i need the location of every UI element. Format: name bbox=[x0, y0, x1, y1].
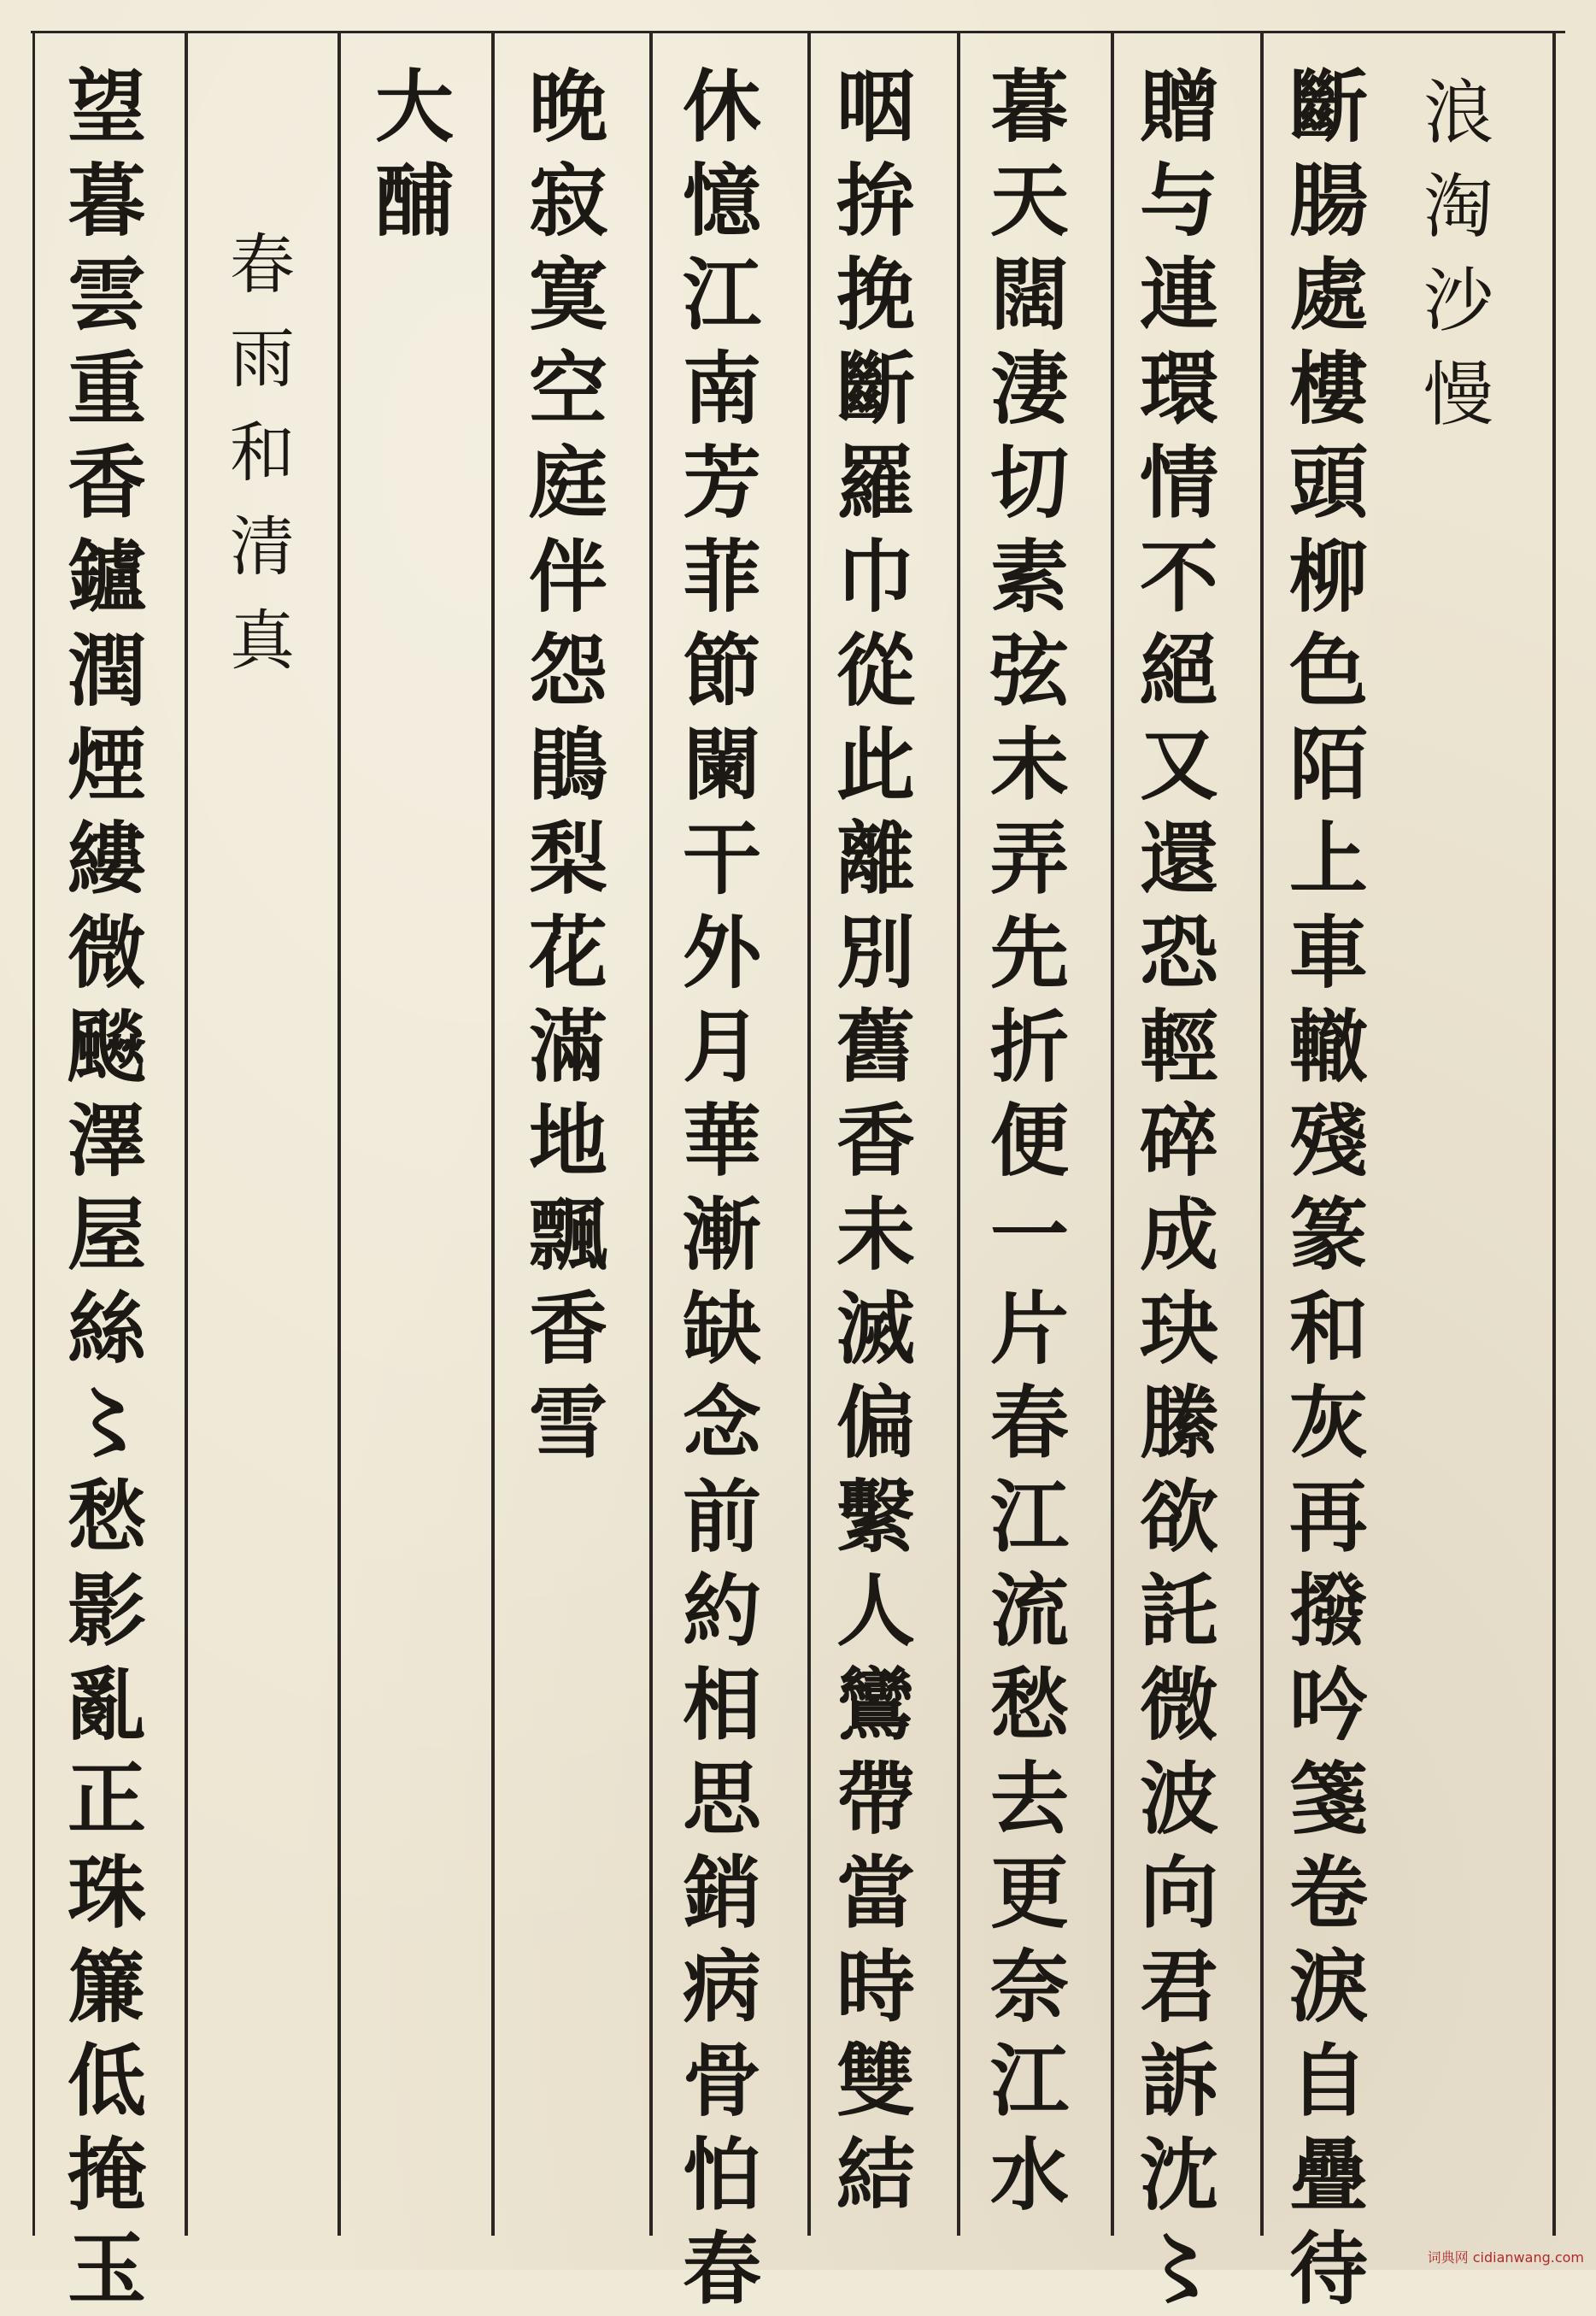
glyph: 低 bbox=[67, 2035, 146, 2127]
glyph: 殘 bbox=[1288, 1095, 1368, 1187]
glyph: 託 bbox=[1139, 1565, 1218, 1657]
glyph: 澤 bbox=[67, 1095, 146, 1187]
glyph: 流 bbox=[989, 1565, 1069, 1657]
glyph: 香 bbox=[67, 437, 146, 529]
glyph: 骨 bbox=[682, 2035, 761, 2127]
glyph: 微 bbox=[1139, 1659, 1218, 1751]
glyph: 未 bbox=[989, 719, 1069, 811]
glyph: 暮 bbox=[989, 61, 1069, 153]
glyph: 處 bbox=[1288, 249, 1368, 341]
glyph: 雙 bbox=[836, 2035, 915, 2127]
text-column bbox=[675, 60, 769, 2316]
glyph: 去 bbox=[989, 1753, 1069, 1845]
glyph: 轍 bbox=[1288, 1001, 1368, 1093]
glyph: 菲 bbox=[682, 531, 761, 623]
glyph: 相 bbox=[682, 1659, 761, 1751]
glyph: 珠 bbox=[67, 1847, 146, 1939]
glyph: 暮 bbox=[67, 155, 146, 247]
glyph: 香 bbox=[528, 1283, 607, 1375]
glyph: 向 bbox=[1139, 1847, 1218, 1939]
glyph: 離 bbox=[836, 813, 915, 905]
glyph: 弦 bbox=[989, 625, 1069, 717]
glyph: 腸 bbox=[1288, 155, 1368, 247]
glyph: 淒 bbox=[989, 343, 1069, 435]
glyph: 一 bbox=[989, 1189, 1069, 1281]
glyph: 重 bbox=[67, 343, 146, 435]
glyph: 玉 bbox=[67, 2223, 146, 2315]
glyph: 〻 bbox=[1139, 2223, 1218, 2315]
glyph: 待 bbox=[1288, 2223, 1368, 2315]
glyph: 和 bbox=[230, 414, 295, 491]
glyph: 空 bbox=[528, 343, 607, 435]
glyph: 又 bbox=[1139, 719, 1218, 811]
glyph: 波 bbox=[1139, 1753, 1218, 1845]
glyph: 吟 bbox=[1288, 1659, 1368, 1751]
glyph: 飈 bbox=[67, 1001, 146, 1093]
glyph: 色 bbox=[1288, 625, 1368, 717]
glyph: 欲 bbox=[1139, 1471, 1218, 1563]
glyph: 車 bbox=[1288, 907, 1368, 999]
glyph: 羅 bbox=[836, 437, 915, 529]
glyph: 淘 bbox=[1423, 167, 1493, 248]
glyph: 寂 bbox=[528, 155, 607, 247]
glyph: 憶 bbox=[682, 155, 761, 247]
glyph: 望 bbox=[67, 61, 146, 153]
glyph: 鑪 bbox=[67, 531, 146, 623]
glyph: 時 bbox=[836, 1941, 915, 2033]
glyph: 不 bbox=[1139, 531, 1218, 623]
glyph: 偏 bbox=[836, 1377, 915, 1469]
glyph: 再 bbox=[1288, 1471, 1368, 1563]
glyph: 鵑 bbox=[528, 719, 607, 811]
glyph: 輕 bbox=[1139, 1001, 1218, 1093]
glyph: 南 bbox=[682, 343, 761, 435]
glyph: 淚 bbox=[1288, 1941, 1368, 2033]
glyph: 未 bbox=[836, 1189, 915, 1281]
column-rule bbox=[185, 31, 188, 2236]
glyph: 疊 bbox=[1288, 2129, 1368, 2221]
glyph: 芳 bbox=[682, 437, 761, 529]
glyph: 約 bbox=[682, 1565, 761, 1657]
glyph: 念 bbox=[682, 1377, 761, 1469]
glyph: 愁 bbox=[67, 1471, 146, 1563]
text-column bbox=[60, 60, 154, 2316]
glyph: 情 bbox=[1139, 437, 1218, 529]
glyph: 伴 bbox=[528, 531, 607, 623]
glyph: 亂 bbox=[67, 1659, 146, 1751]
glyph: 柳 bbox=[1288, 531, 1368, 623]
glyph: 外 bbox=[682, 907, 761, 999]
glyph: 縷 bbox=[67, 813, 146, 905]
glyph: 別 bbox=[836, 907, 915, 999]
glyph: 篆 bbox=[1288, 1189, 1368, 1281]
glyph: 華 bbox=[682, 1095, 761, 1187]
glyph: 〻 bbox=[67, 1377, 146, 1469]
glyph: 雪 bbox=[528, 1377, 607, 1469]
glyph: 折 bbox=[989, 1001, 1069, 1093]
glyph: 絲 bbox=[67, 1283, 146, 1375]
glyph: 怨 bbox=[528, 625, 607, 717]
glyph: 干 bbox=[682, 813, 761, 905]
glyph: 寞 bbox=[528, 249, 607, 341]
glyph: 庭 bbox=[528, 437, 607, 529]
glyph: 沈 bbox=[1139, 2129, 1218, 2221]
column-rule bbox=[649, 31, 653, 2236]
glyph: 沙 bbox=[1423, 261, 1493, 342]
glyph: 撥 bbox=[1288, 1565, 1368, 1657]
glyph: 滿 bbox=[528, 1001, 607, 1093]
glyph: 大 bbox=[374, 61, 454, 153]
glyph: 節 bbox=[682, 625, 761, 717]
glyph: 玦 bbox=[1139, 1283, 1218, 1375]
glyph: 咽 bbox=[836, 61, 915, 153]
glyph: 煙 bbox=[67, 719, 146, 811]
frame-left-border bbox=[32, 31, 35, 2236]
glyph: 真 bbox=[230, 603, 295, 679]
column-rule bbox=[807, 31, 811, 2236]
glyph: 慢 bbox=[1423, 355, 1493, 436]
glyph: 月 bbox=[682, 1001, 761, 1093]
glyph: 更 bbox=[989, 1847, 1069, 1939]
glyph: 結 bbox=[836, 2129, 915, 2221]
glyph: 樓 bbox=[1288, 343, 1368, 435]
glyph: 連 bbox=[1139, 249, 1218, 341]
glyph: 頭 bbox=[1288, 437, 1368, 529]
glyph: 從 bbox=[836, 625, 915, 717]
glyph: 先 bbox=[989, 907, 1069, 999]
glyph: 愁 bbox=[989, 1659, 1069, 1751]
glyph: 奈 bbox=[989, 1941, 1069, 2033]
glyph: 便 bbox=[989, 1095, 1069, 1187]
text-column bbox=[983, 60, 1077, 2222]
glyph: 春 bbox=[682, 2223, 761, 2315]
glyph: 斷 bbox=[1288, 61, 1368, 153]
glyph: 酺 bbox=[374, 155, 454, 247]
glyph: 訴 bbox=[1139, 2035, 1218, 2127]
glyph: 滅 bbox=[836, 1283, 915, 1375]
glyph: 影 bbox=[67, 1565, 146, 1657]
glyph: 江 bbox=[682, 249, 761, 341]
glyph: 成 bbox=[1139, 1189, 1218, 1281]
glyph: 上 bbox=[1288, 813, 1368, 905]
glyph: 春 bbox=[230, 226, 295, 303]
glyph: 還 bbox=[1139, 813, 1218, 905]
glyph: 屋 bbox=[67, 1189, 146, 1281]
glyph: 水 bbox=[989, 2129, 1069, 2221]
glyph: 此 bbox=[836, 719, 915, 811]
glyph: 晚 bbox=[528, 61, 607, 153]
site-watermark: 词典网 cidianwang.com bbox=[1427, 2249, 1584, 2266]
glyph: 地 bbox=[528, 1095, 607, 1187]
column-rule bbox=[957, 31, 960, 2236]
glyph: 闌 bbox=[682, 719, 761, 811]
glyph: 微 bbox=[67, 907, 146, 999]
glyph: 簾 bbox=[67, 1941, 146, 2033]
glyph: 贈 bbox=[1139, 61, 1218, 153]
glyph: 掩 bbox=[67, 2129, 146, 2221]
glyph: 江 bbox=[989, 2035, 1069, 2127]
glyph: 与 bbox=[1139, 155, 1218, 247]
glyph: 梨 bbox=[528, 813, 607, 905]
glyph: 潤 bbox=[67, 625, 146, 717]
glyph: 缺 bbox=[682, 1283, 761, 1375]
frame-right-border bbox=[1552, 31, 1556, 2236]
glyph: 正 bbox=[67, 1753, 146, 1845]
glyph: 素 bbox=[989, 531, 1069, 623]
glyph: 巾 bbox=[836, 531, 915, 623]
text-column bbox=[829, 60, 923, 2222]
glyph: 休 bbox=[682, 61, 761, 153]
glyph: 清 bbox=[230, 508, 295, 585]
glyph: 花 bbox=[528, 907, 607, 999]
glyph: 漸 bbox=[682, 1189, 761, 1281]
glyph: 當 bbox=[836, 1847, 915, 1939]
glyph: 舊 bbox=[836, 1001, 915, 1093]
glyph: 雨 bbox=[230, 320, 295, 397]
column-rule bbox=[491, 31, 495, 2236]
text-column bbox=[1132, 60, 1226, 2316]
glyph: 弄 bbox=[989, 813, 1069, 905]
glyph: 灰 bbox=[1288, 1377, 1368, 1469]
glyph: 陌 bbox=[1288, 719, 1368, 811]
glyph: 環 bbox=[1139, 343, 1218, 435]
text-column bbox=[521, 60, 615, 1470]
glyph: 斷 bbox=[836, 343, 915, 435]
glyph: 鸞 bbox=[836, 1659, 915, 1751]
column-rule bbox=[1111, 31, 1114, 2236]
glyph: 拚 bbox=[836, 155, 915, 247]
glyph: 帶 bbox=[836, 1753, 915, 1845]
glyph: 自 bbox=[1288, 2035, 1368, 2127]
glyph: 病 bbox=[682, 1941, 761, 2033]
glyph: 飄 bbox=[528, 1189, 607, 1281]
glyph: 怕 bbox=[682, 2129, 761, 2221]
glyph: 卷 bbox=[1288, 1847, 1368, 1939]
glyph: 香 bbox=[836, 1095, 915, 1187]
glyph: 天 bbox=[989, 155, 1069, 247]
glyph: 碎 bbox=[1139, 1095, 1218, 1187]
glyph: 思 bbox=[682, 1753, 761, 1845]
glyph: 挽 bbox=[836, 249, 915, 341]
glyph: 人 bbox=[836, 1565, 915, 1657]
text-column-subtitle bbox=[215, 218, 309, 688]
glyph: 春 bbox=[989, 1377, 1069, 1469]
glyph: 恐 bbox=[1139, 907, 1218, 999]
text-column-title bbox=[1411, 67, 1505, 443]
glyph: 縢 bbox=[1139, 1377, 1218, 1469]
glyph: 絕 bbox=[1139, 625, 1218, 717]
glyph: 前 bbox=[682, 1471, 761, 1563]
text-column-heading bbox=[367, 60, 461, 248]
glyph: 君 bbox=[1139, 1941, 1218, 2033]
column-rule bbox=[1260, 31, 1264, 2236]
text-column bbox=[1282, 60, 1376, 2316]
glyph: 雲 bbox=[67, 249, 146, 341]
glyph: 江 bbox=[989, 1471, 1069, 1563]
glyph: 箋 bbox=[1288, 1753, 1368, 1845]
glyph: 片 bbox=[989, 1283, 1069, 1375]
glyph: 闊 bbox=[989, 249, 1069, 341]
glyph: 繫 bbox=[836, 1471, 915, 1563]
column-rule bbox=[337, 31, 341, 2236]
glyph: 和 bbox=[1288, 1283, 1368, 1375]
glyph: 浪 bbox=[1423, 73, 1493, 154]
glyph: 切 bbox=[989, 437, 1069, 529]
glyph: 銷 bbox=[682, 1847, 761, 1939]
